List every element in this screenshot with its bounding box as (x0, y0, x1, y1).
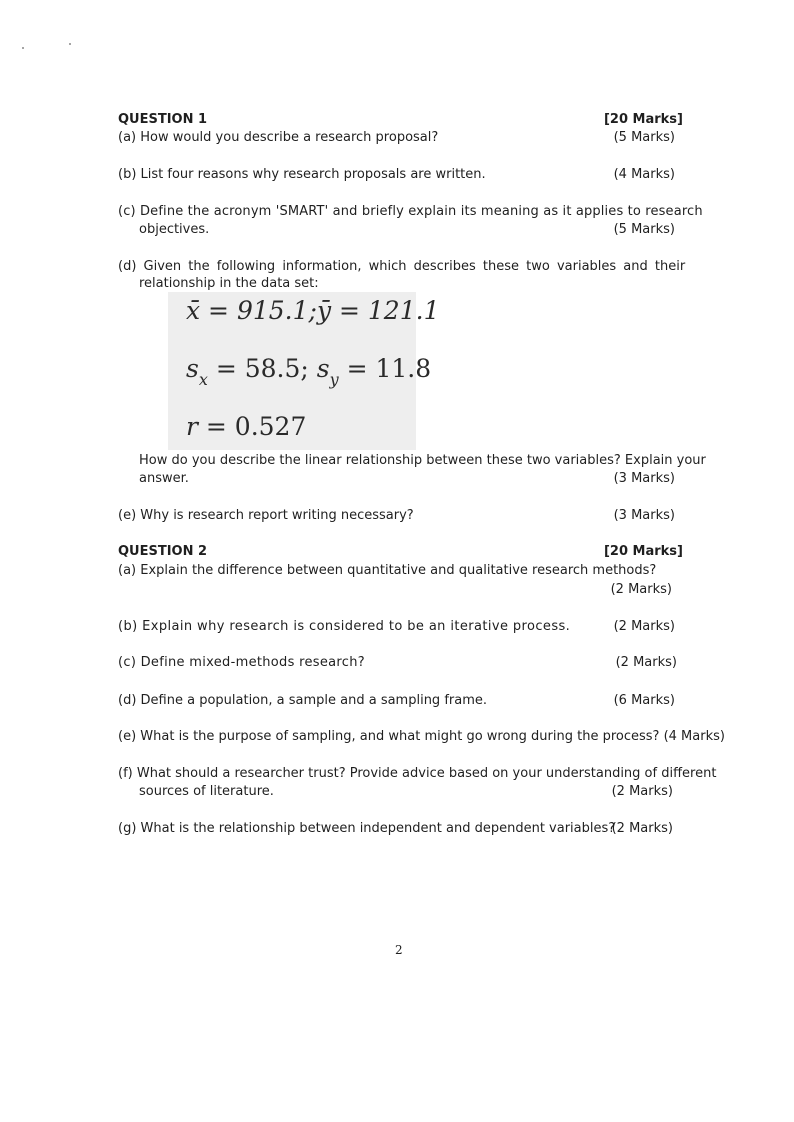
q1-c-line2: objectives. (139, 222, 210, 237)
q1-d-line1: (d) Given the following information, which describes these two variables and their (118, 259, 686, 274)
q2-c-text: (c) Define mixed-methods research? (118, 655, 365, 670)
q1-a-marks: (5 Marks) (613, 130, 675, 145)
q1-a-text: (a) How would you describe a research proposal? (118, 130, 439, 145)
scan-speck (69, 43, 71, 45)
formula-sy-subscript: y (329, 370, 339, 389)
formula-r-symbol: r (186, 412, 198, 441)
formula-sx-subscript: x (198, 370, 208, 389)
q2-b-text: (b) Explain why research is considered to be an iterative process. (118, 619, 571, 634)
question-1-title: QUESTION 1 (118, 112, 208, 127)
q2-f-line1: (f) What should a researcher trust? Provide advice based on your understanding of different (118, 766, 717, 781)
formula-sx-value: = 58.5; (207, 354, 309, 383)
q1-b-text: (b) List four reasons why research proposals are written. (118, 167, 486, 182)
q2-c-marks: (2 Marks) (615, 655, 677, 670)
q2-f-line2: sources of literature. (139, 784, 274, 799)
formula-sx-symbol: s (186, 354, 199, 383)
q2-d-text: (d) Define a population, a sample and a sampling frame. (118, 693, 488, 708)
q2-d-marks: (6 Marks) (613, 693, 675, 708)
q1-d-question-line2: answer. (139, 471, 189, 486)
q1-c-marks: (5 Marks) (613, 222, 675, 237)
question-1-total-marks: [20 Marks] (603, 112, 683, 127)
question-2-total-marks: [20 Marks] (603, 544, 683, 559)
page-number: 2 (395, 943, 403, 957)
formula-xbar: x̄ = 915.1; (186, 296, 317, 325)
formula-image (168, 292, 440, 450)
q1-d-marks: (3 Marks) (613, 471, 675, 486)
formula-correlation (186, 412, 306, 441)
q1-c-line1: (c) Define the acronym 'SMART' and briefly explain its meaning as it applies to research (118, 204, 703, 219)
formula-ybar: ȳ = 121.1 (316, 296, 440, 325)
q2-g-text: (g) What is the relationship between independent and dependent variables? (118, 821, 616, 836)
q2-g-marks: (2 Marks) (611, 821, 673, 836)
q1-e-text: (e) Why is research report writing necessary? (118, 508, 414, 523)
q1-b-marks: (4 Marks) (613, 167, 675, 182)
formula-sy-value: = 11.8 (338, 354, 432, 383)
q2-b-marks: (2 Marks) (613, 619, 675, 634)
q1-d-question-line1: How do you describe the linear relationship between these two variables? Explain your (139, 453, 706, 468)
q1-e-marks: (3 Marks) (613, 508, 675, 523)
formula-r-value: = 0.527 (197, 412, 307, 441)
q2-f-marks: (2 Marks) (611, 784, 673, 799)
question-2-title: QUESTION 2 (118, 544, 208, 559)
q1-d-line2: relationship in the data set: (139, 276, 319, 291)
formula-std-devs (186, 354, 432, 389)
q2-e-text: (e) What is the purpose of sampling, and what might go wrong during the process? (4 Marks) (118, 729, 725, 744)
formula-sy-symbol: s (316, 354, 330, 383)
q2-a-marks: (2 Marks) (610, 582, 672, 597)
q2-a-text: (a) Explain the difference between quantitative and qualitative research methods? (118, 563, 657, 578)
scan-speck (22, 47, 24, 49)
formula-means (186, 296, 439, 325)
